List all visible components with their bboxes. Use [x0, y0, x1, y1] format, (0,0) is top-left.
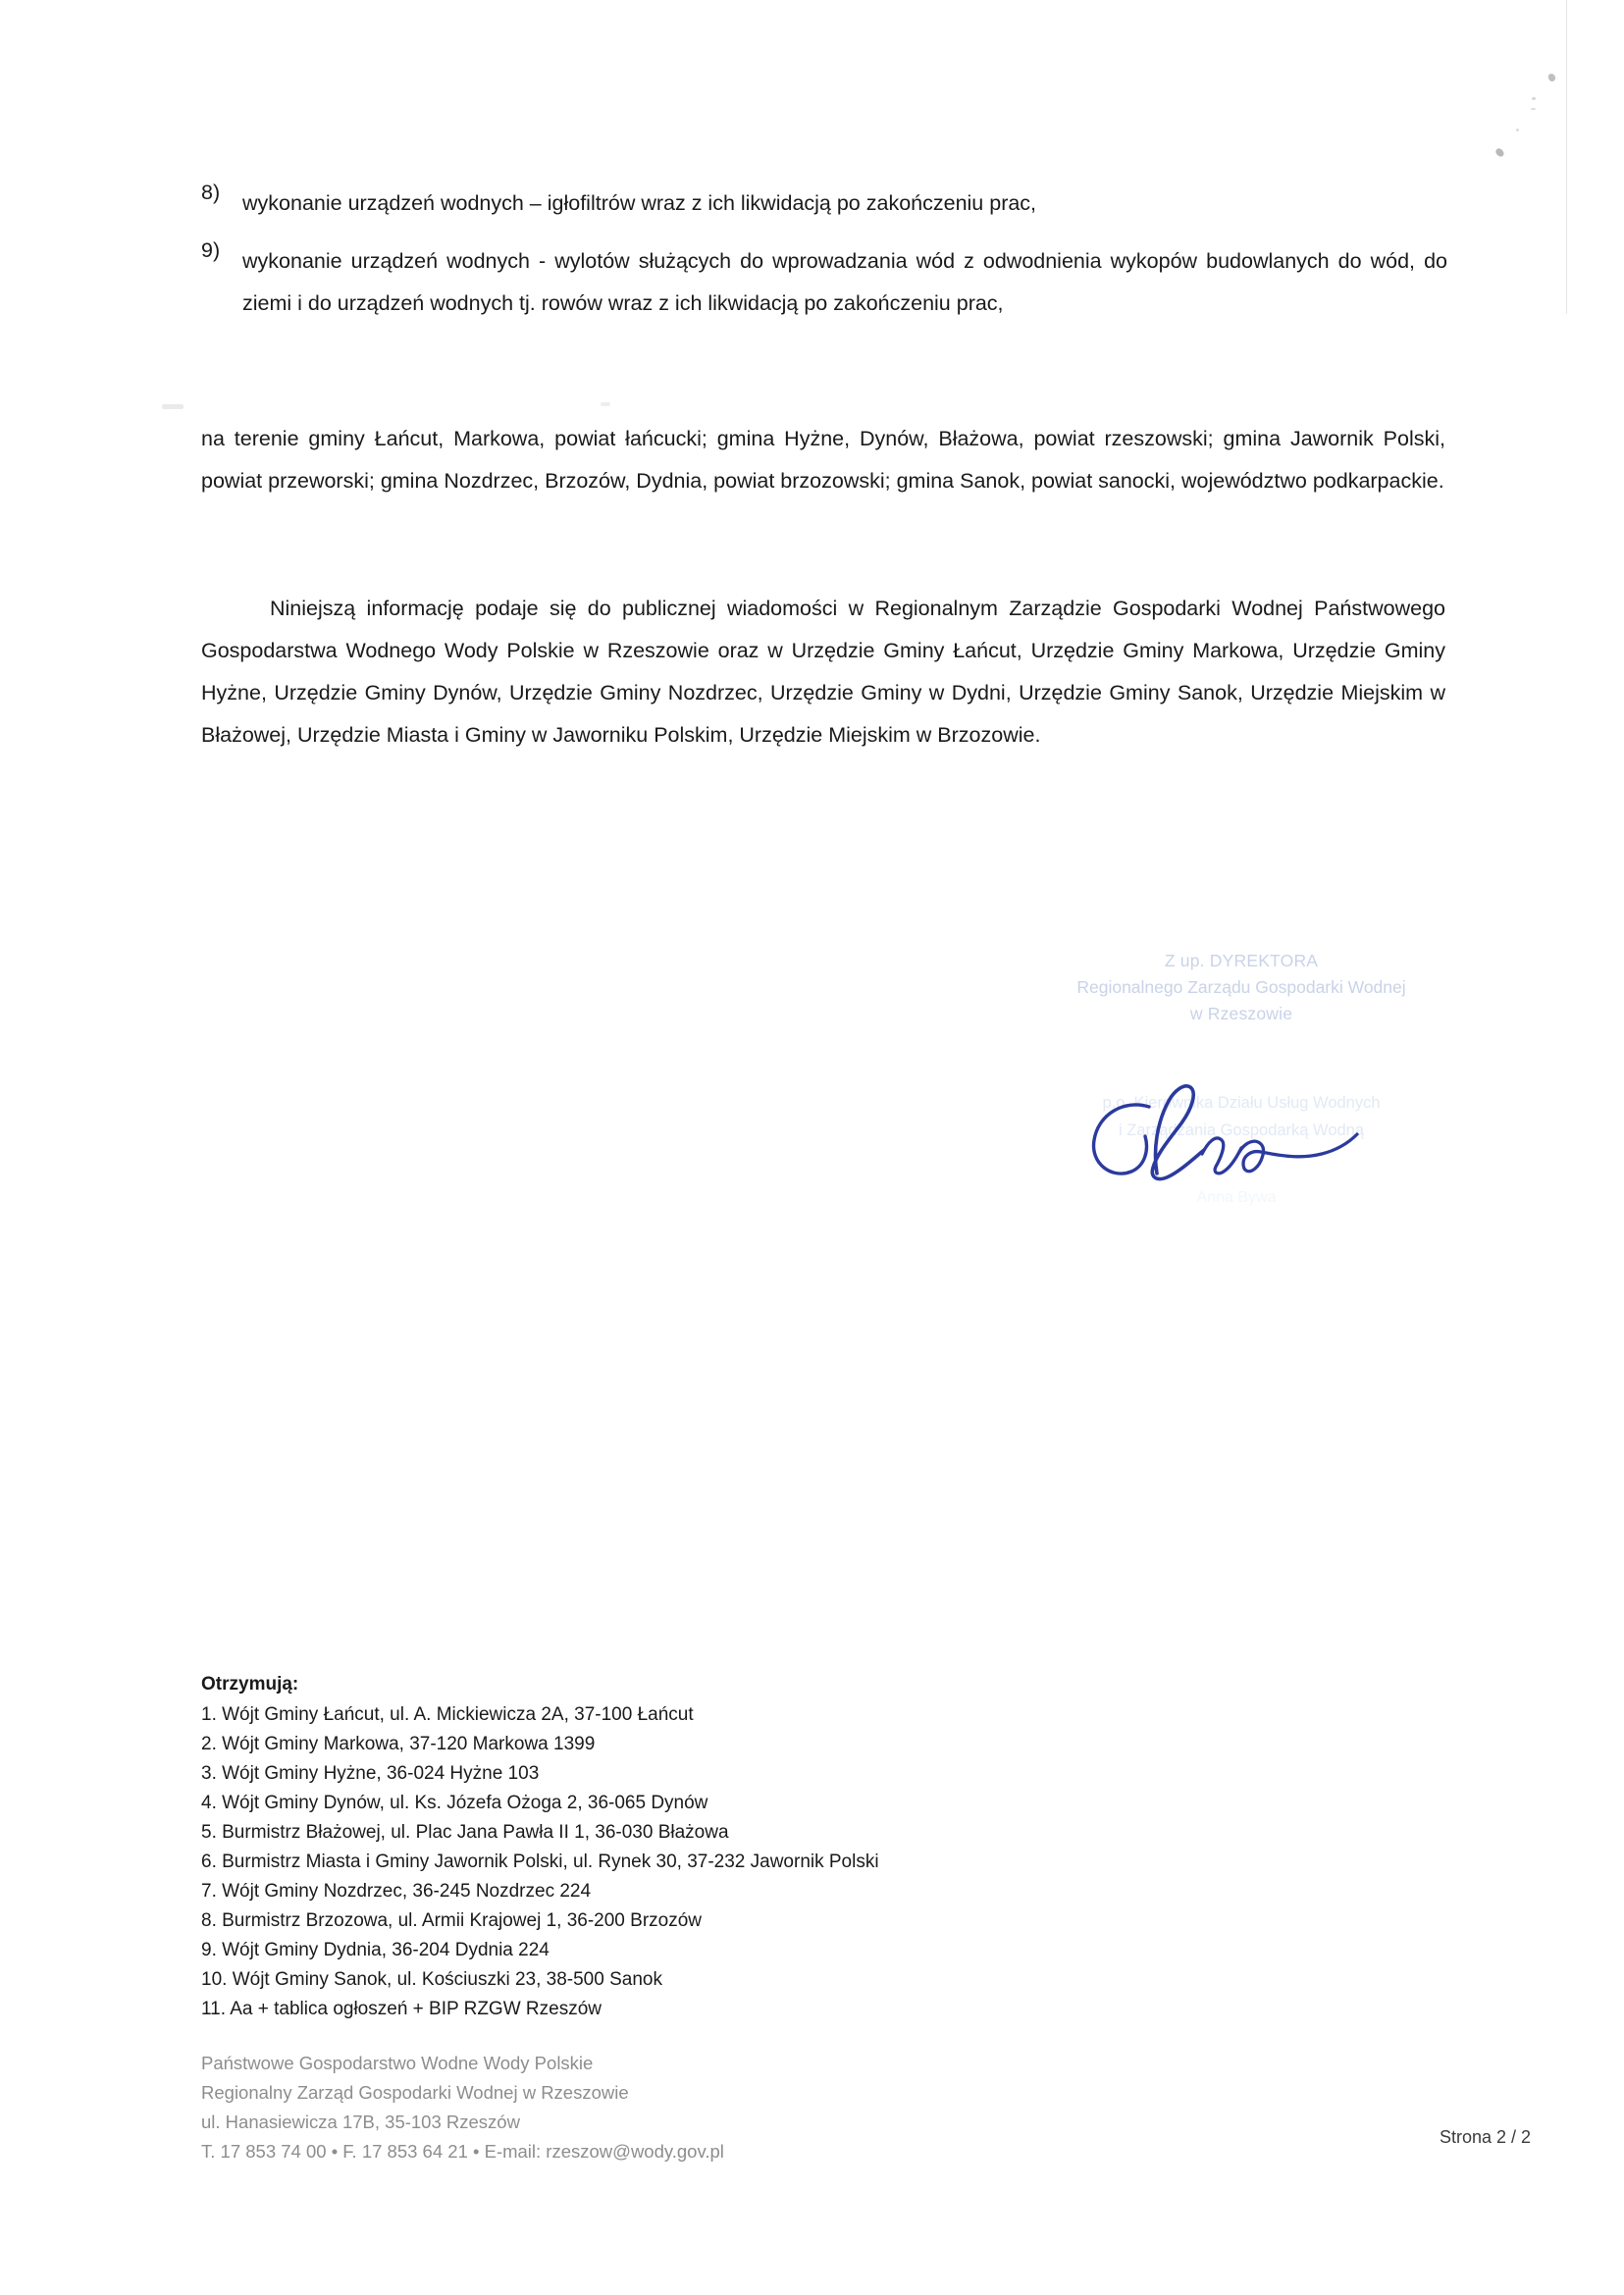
page-number: Strona 2 / 2 [1439, 2127, 1531, 2147]
recipient-item: 3. Wójt Gminy Hyżne, 36-024 Hyżne 103 [201, 1763, 540, 1785]
scan-artifact-speck [1547, 73, 1556, 82]
numbered-clause-list [201, 183, 1447, 340]
scan-artifact-speck [162, 404, 183, 409]
recipient-item: 1. Wójt Gminy Łańcut, ul. A. Mickiewicza 2A, 37-100 Łańcut [201, 1704, 694, 1726]
recipient-item: 2. Wójt Gminy Markowa, 37-120 Markowa 1399 [201, 1734, 596, 1755]
stamp-line-1: Z up. DYREKTORA [1164, 951, 1319, 970]
recipient-item: 9. Wójt Gminy Dydnia, 36-204 Dydnia 224 [201, 1940, 550, 1961]
scan-edge-line [1566, 0, 1567, 314]
footer-organization: Państwowe Gospodarstwo Wodne Wody Polskie [201, 2053, 594, 2073]
clause-text: wykonanie urządzeń wodnych - wylotów służących do wprowadzania wód z odwodnienia wykopów budowlanych do wód, do ziemi i do urządzeń wodnych tj. rowów wraz z ich likwidacją po zakończeniu prac, [242, 249, 1447, 315]
scan-artifact-speck [601, 402, 610, 406]
scan-artifact-speck [1531, 108, 1536, 110]
recipient-item: 10. Wójt Gminy Sanok, ul. Kościuszki 23, 38-500 Sanok [201, 1969, 662, 1991]
stamp-line-2: Regionalnego Zarządu Gospodarki Wodnej [1076, 977, 1406, 998]
clause-item [201, 183, 1447, 225]
clause-number: 8) [201, 181, 221, 204]
clause-number: 9) [201, 238, 221, 262]
stamp-role-line-2: i Zarządzania Gospodarką Wodną [1118, 1121, 1365, 1140]
recipient-item: 4. Wójt Gminy Dynów, ul. Ks. Józefa Ożoga 2, 36-065 Dynów [201, 1793, 708, 1814]
scan-artifact-speck [1516, 129, 1519, 131]
handwritten-signature [1055, 1069, 1379, 1197]
recipient-item: 6. Burmistrz Miasta i Gminy Jawornik Polski, ul. Rynek 30, 37-232 Jawornik Polski [201, 1852, 879, 1873]
stamp-line-3: w Rzeszowie [1189, 1004, 1293, 1024]
clause-item [201, 240, 1447, 325]
stamp-role-line-1: p.o. Kierownika Działu Usług Wodnych [1102, 1094, 1381, 1112]
footer-department: Regionalny Zarząd Gospodarki Wodnej w Rzeszowie [201, 2081, 629, 2103]
footer-contact-details: T. 17 853 74 00 • F. 17 853 64 21 • E-mail: rzeszow@wody.gov.pl [201, 2140, 724, 2162]
scan-artifact-speck [1494, 147, 1505, 158]
recipients-title: Otrzymują: [201, 1674, 299, 1695]
recipient-item: 11. Aa + tablica ogłoszeń + BIP RZGW Rzeszów [201, 1999, 602, 2020]
signature-stamp-header [1035, 948, 1447, 1027]
scan-artifact-speck [1532, 97, 1536, 100]
clause-text: wykonanie urządzeń wodnych – igłofiltrów wraz z ich likwidacją po zakończeniu prac, [242, 191, 1037, 215]
recipient-item: 7. Wójt Gminy Nozdrzec, 36-245 Nozdrzec 224 [201, 1881, 592, 1903]
recipient-item: 5. Burmistrz Błażowej, ul. Plac Jana Pawła II 1, 36-030 Błażowa [201, 1822, 729, 1844]
footer-contact-block [201, 2049, 1182, 2166]
recipient-item: 8. Burmistrz Brzozowa, ul. Armii Krajowej 1, 36-200 Brzozów [201, 1910, 703, 1932]
public-notice-paragraph: Niniejszą informację podaje się do publicznej wiadomości w Regionalnym Zarządzie Gospodarki Wodnej Państwowego Gospodarstwa Wodnego Wody Polskie w Rzeszowie oraz w Urzędzie Gminy Łańcut, Urzędzie Gminy Markowa, Urzędzie Gminy Hyżne, Urzędzie Gminy Dynów, Urzędzie Gminy Nozdrzec, Urzędzie Gminy w Dydni, Urzędzie Gminy Sanok, Urzędzie Miejskim w Błażowej, Urzędzie Miasta i Gminy w Jaworniku Polskim, Urzędzie Miejskim w Brzozowie. [201, 596, 1445, 747]
stamp-signer-name: Anna Bywa [1196, 1189, 1277, 1206]
footer-address: ul. Hanasiewicza 17B, 35-103 Rzeszów [201, 2111, 520, 2132]
recipients-block [201, 1670, 1281, 2024]
scope-paragraph: na terenie gminy Łańcut, Markowa, powiat łańcucki; gmina Hyżne, Dynów, Błażowa, powiat rzeszowski; gmina Jawornik Polski, powiat przeworski; gmina Nozdrzec, Brzozów, Dydnia, powiat brzozowski; gmina Sanok, powiat sanocki, województwo podkarpackie. [201, 426, 1445, 493]
